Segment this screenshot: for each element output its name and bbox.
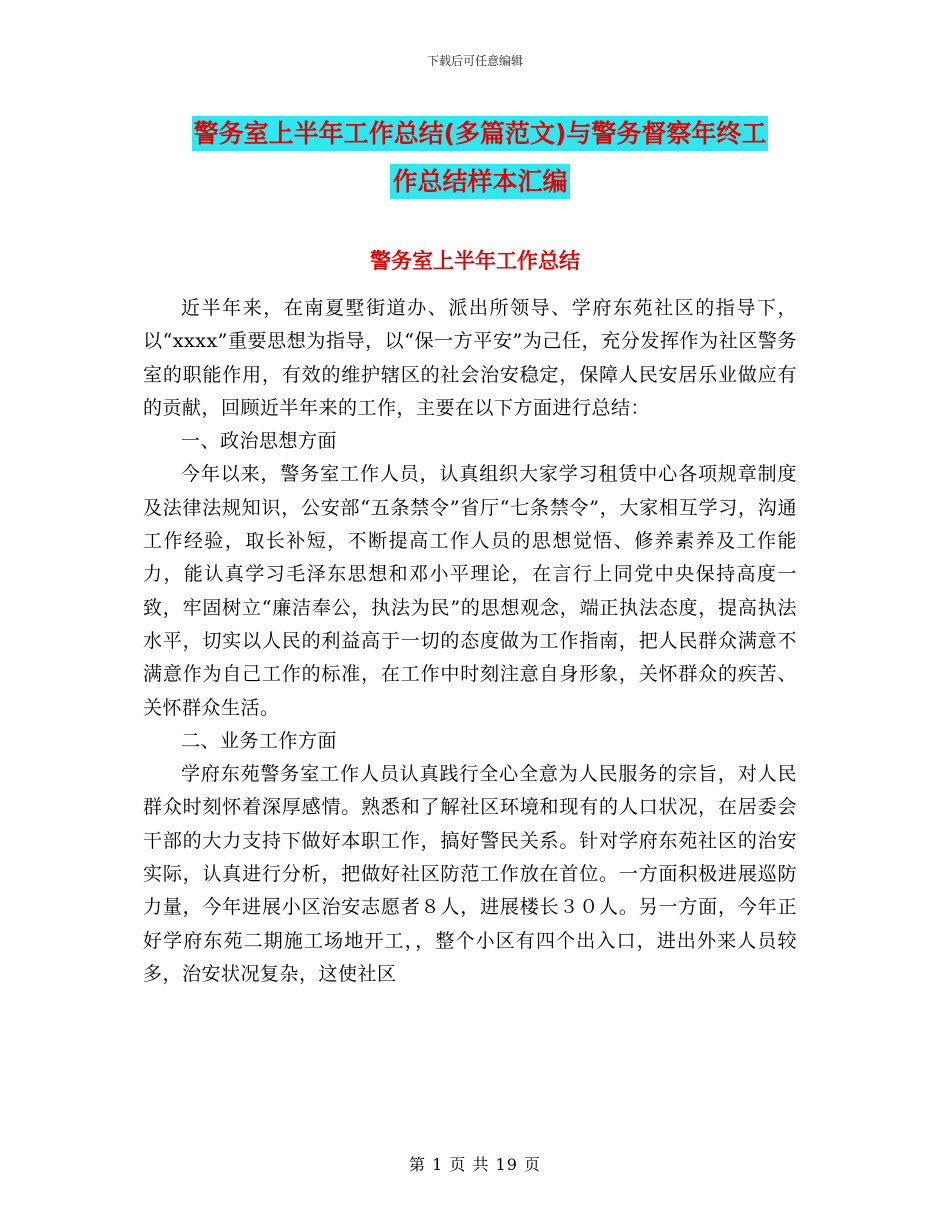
subheading-business-work: 二、业务工作方面 (181, 729, 338, 752)
document-title-line-2: 作总结样本汇编 (390, 164, 569, 199)
section-title: 警务室上半年工作总结 (370, 249, 580, 273)
document-body (143, 292, 797, 991)
paragraph-intro: 近半年来，在南夏墅街道办、派出所领导、学府东苑社区的指导下，以“xxxx”重要思想为指导，以“保一方平安”为己任，充分发挥作为社区警务室的职能作用，有效的维护辖区的社会治安稳定，保障人民安居乐业做应有的贡献，回顾近半年来的工作，主要在以下方面进行总结： (143, 297, 797, 419)
document-title (150, 110, 810, 206)
paragraph-political-thought: 今年以来，警务室工作人员，认真组织大家学习租赁中心各项规章制度及法律法规知识，公安部“五条禁令”省厅“七条禁令”，大家相互学习，沟通工作经验，取长补短，不断提高工作人员的思想觉悟、修养素养及工作能力，能认真学习毛泽东思想和邓小平理论，在言行上同党中央保持高度一致，牢固树立“廉洁奉公，执法为民”的思想观念，端正执法态度，提高执法水平，切实以人民的利益高于一切的态度做为工作指南，把人民群众满意不满意作为自己工作的标准，在工作中时刻注意自身形象，关怀群众的疾苦、关怀群众生活。 (143, 463, 797, 719)
subheading-political-thought: 一、政治思想方面 (181, 430, 338, 453)
header-note: 下载后可任意编辑 (426, 54, 523, 68)
paragraph-business-work: 学府东苑警务室工作人员认真践行全心全意为人民服务的宗旨，对人民群众时刻怀着深厚感情。熟悉和了解社区环境和现有的人口状况，在居委会干部的大力支持下做好本职工作，搞好警民关系。针对学府东苑社区的治安实际，认真进行分析，把做好社区防范工作放在首位。一方面积极进展巡防力量，今年进展小区治安志愿者８人，进展楼长３０人。另一方面，今年正好学府东苑二期施工场地开工，，整个小区有四个出入口，进出外来人员较多，治安状况复杂，这使社区 (143, 763, 797, 985)
document-title-line-1: 警务室上半年工作总结(多篇范文)与警务督察年终工 (192, 116, 769, 151)
page-footer: 第 1 页 共 19 页 (409, 1155, 541, 1174)
